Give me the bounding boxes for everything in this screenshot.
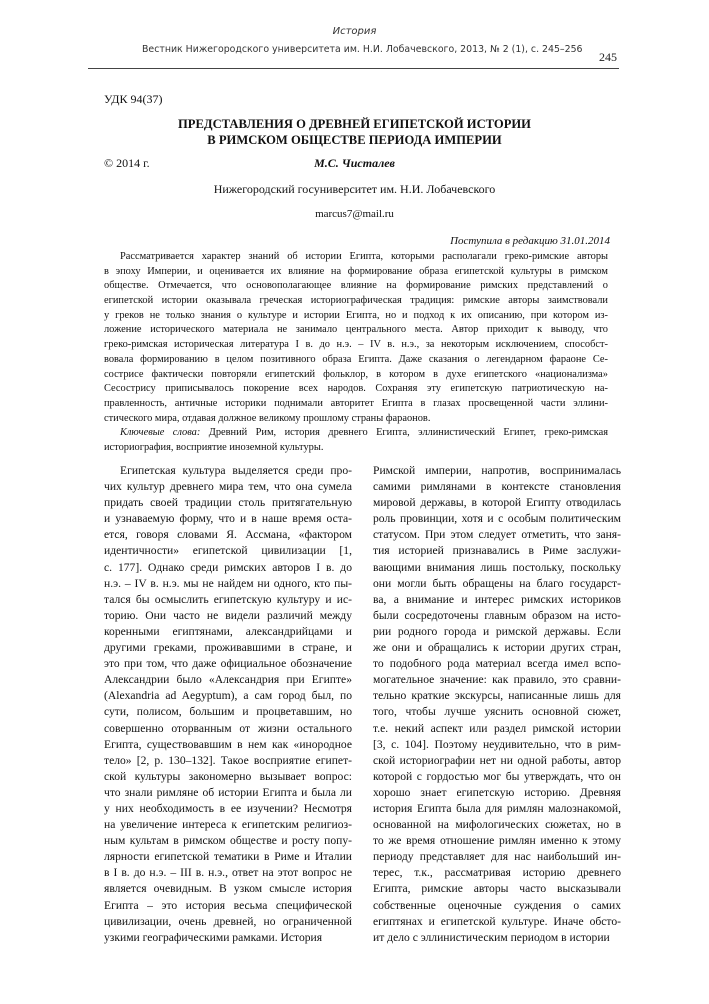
body-text-line: Римской империи, напротив, воспринималась [373,464,621,477]
body-text-line: терес, т.к., рассматривая историю древнего [373,866,621,880]
body-text-line: мировой державы, в которой Египту отводилась [373,496,621,510]
author-name: М.С. Чисталев [314,156,395,170]
body-text-line: [3, с. 104]. Поэтому неудивительно, что в рим- [373,737,621,751]
abstract-line: сострисе фактически повторяли египетский фольклор, в котором в духе египетского «национализма» [104,368,608,380]
body-text-line: лярности египетской тематики в Риме и Италии [104,850,352,864]
abstract-line: обществе. Отмечается, что основополагающее влияние на формирование римских представлений о [104,280,608,292]
body-text-line: собственные оценочные суждения о самих [373,898,621,912]
body-text-line: Александрии было «Александрия при Египте» [104,673,352,687]
running-header-journal: Вестник Нижегородского университета им. Н.И. Лобачевского, 2013, № 2 (1), с. 245–256 [142,44,583,55]
body-text-line: идентичности» египетской цивилизации [1, [104,544,352,558]
abstract-line: Рассматривается характер знаний об истории Египта, которыми располагали греко-римские авторы [120,251,608,262]
title-line: В РИМСКОМ ОБЩЕСТВЕ ПЕРИОДА ИМПЕРИИ [207,133,502,147]
body-text-line: же они и обращались к истории других стран, [373,641,621,655]
page-number: 245 [599,50,617,64]
abstract-line: египетской истории оказывала греческая историографическая традиция: римские авторы заимствовали [104,295,608,307]
body-text-line: н.э. – IV в. н.э. мы не найдем ни одного, кто пы- [104,576,352,590]
body-text-line: у них необходимость в ее изучении? Несмотря [104,801,352,815]
copyright: © 2014 г. [104,156,150,170]
header-divider [88,68,619,69]
body-text-line: ным культам в римском обществе и росту попу- [104,834,352,848]
abstract-line: правленность, античные историки поднимали авторитет Египта в глазах просвещенной части эллини- [104,397,608,409]
body-text-line: узкими географическими рамками. История [104,930,323,944]
body-text-line: и узнаваемую форму, что и в наше время оста- [104,512,352,526]
udk-code: УДК 94(37) [104,92,163,106]
body-text-line: могательное значение: как правило, это сравни- [373,673,621,687]
body-text-line: т.е. некий аспект или раздел римской истории [373,721,621,735]
body-text-line: ва, а внимание и интерес римских историков [373,592,621,606]
abstract-line: в эпоху Империи, и оценивается их влияние на формирование образа египетской культуры в римском [104,265,608,277]
abstract [104,250,608,426]
body-text-line: тело» [2, р. 130–132]. Такое восприятие египет- [104,753,352,767]
body-text-line: Египта, римские авторы часто высказывали [373,882,621,896]
body-text-line: ит дело с эллинистическим периодом в истории [373,930,610,944]
title-line: ПРЕДСТАВЛЕНИЯ О ДРЕВНЕЙ ЕГИПЕТСКОЙ ИСТОРИИ [178,117,531,131]
author-email: marcus7@mail.ru [315,208,394,220]
body-text-line: роль провинции, хотя и с особым политическим [373,512,621,526]
body-text-line: они могли быть обращены на благо государст- [373,576,621,590]
body-text-line: которой с гордостью мог бы утверждать, что он [373,769,621,783]
keywords [104,426,608,455]
body-text-line: периоду представляет для нас наибольший ин- [373,850,621,864]
body-text-line: совершенно оторванным от жизни остального [104,721,352,735]
body-text-line: сути, полисом, большим и процветавшим, но [104,705,352,719]
body-text-line: история Египта была для римлян малознакомой, [373,801,621,815]
body-text-line: чих культур древнего мира тем, что она сумела [104,480,352,494]
body-text-line: рии родного города и римской державы. Если [373,624,621,638]
body-text-line: того, чтобы лучше уяснить основной сюжет, [373,705,621,719]
body-text-line: придать своей традиции столь притягательную [104,496,352,510]
abstract-line: ложение исторического материала не занимало центрального места. Автор приходит к выводу, что [104,324,608,336]
received-date: Поступила в редакцию 31.01.2014 [450,235,610,247]
running-header-section: История [332,26,377,37]
body-text-line: тия историей признавались в Риме заслужи- [373,544,621,558]
body-text-line: Египетская культура выделяется среди про- [120,464,352,477]
body-text-line: тался бы осмыслить египетскую культуру и ис- [104,592,352,606]
body-text-line: вающими внимания лишь постольку, поскольку [373,560,621,574]
body-column-right [373,463,621,946]
body-text-line: египтянах и египетской культуре. Иначе обсто- [373,914,621,928]
keywords-text: Древний Рим, история древнего Египта, эллинистический Египет, греко-римская [208,427,608,438]
body-text-line: ской историографии нет ни одной работы, автор [373,753,621,767]
body-text-line: были сосредоточены главным образом на исто- [373,608,621,622]
body-text-line: статусом. При этом следует отметить, что заня- [373,528,621,542]
body-text-line: в I в. до н.э. – III в. н.э., ответ на этот вопрос не [104,866,352,880]
body-text-line: основанной на мифологических сюжетах, но в [373,818,621,832]
body-text-line: (Alexandria ad Aegyptum), а сам город был, по [104,689,352,703]
keywords-text-cont: историография, восприятие иноземной культуры. [104,441,324,453]
body-text-line: то же время отношение римлян именно к этому [373,834,621,848]
body-text-line: это при том, что даже официальное обозначение [104,657,352,671]
body-text-line: на увеличение интереса к египетским религиоз- [104,818,352,832]
body-text-line: Египта, существовавшим в нем как «инородное [104,737,352,751]
body-text-line: торию. Они часто не видели различий между [104,608,352,622]
body-text-line: то подобного рода материал всегда имел вспо- [373,657,621,671]
body-text-line: что знали римляне об истории Египта и была ли [104,785,352,799]
body-text-line: другими греками, проживавшими в стране, и [104,641,352,655]
body-text-line: ется, говоря словами Я. Ассмана, «фактором [104,528,352,542]
affiliation: Нижегородский госуниверситет им. Н.И. Лобачевского [213,182,496,196]
abstract-line: греко-римская историческая литература I в. до н.э. – IV в. н.э., за некоторым исключением, способст- [104,339,608,351]
body-text-line: с. 177]. Однако среди римских авторов I в. до [104,560,352,574]
body-text-line: Египта – это история весьма специфической [104,898,352,912]
keywords-label: Ключевые слова: [120,427,201,438]
body-text-line: цивилизации, очень древней, но ограниченной [104,914,352,928]
abstract-line: вовала формированию в целом позитивного образа Египта. Даже сказания о легендарном фараоне Се- [104,353,608,365]
body-text-line: хорошо знает египетскую историю. Древняя [373,785,621,799]
body-text-line: является очевидным. В узком смысле история [104,882,352,896]
article-title [88,116,621,148]
body-text-line: тельно краткие экскурсы, написанные лишь для [373,689,621,703]
abstract-line: стического мира, отдавая должное великому прошлому страны фараонов. [104,412,431,424]
body-text-line: ской культуры закономерно вызывает вопрос: [104,769,352,783]
body-column-left [104,463,352,946]
body-text-line: коренными египтянами, александрийцами и [104,624,352,638]
abstract-line: у греков не только знания о культуре и истории Египта, но и подход к их описанию, при котором из- [104,309,608,321]
abstract-line: Сесострису приписывалось покорение всех народов. Сохраняя эту египетскую патриотическую на- [104,383,608,395]
body-text-line: самими римлянами в контексте становления [373,480,621,494]
